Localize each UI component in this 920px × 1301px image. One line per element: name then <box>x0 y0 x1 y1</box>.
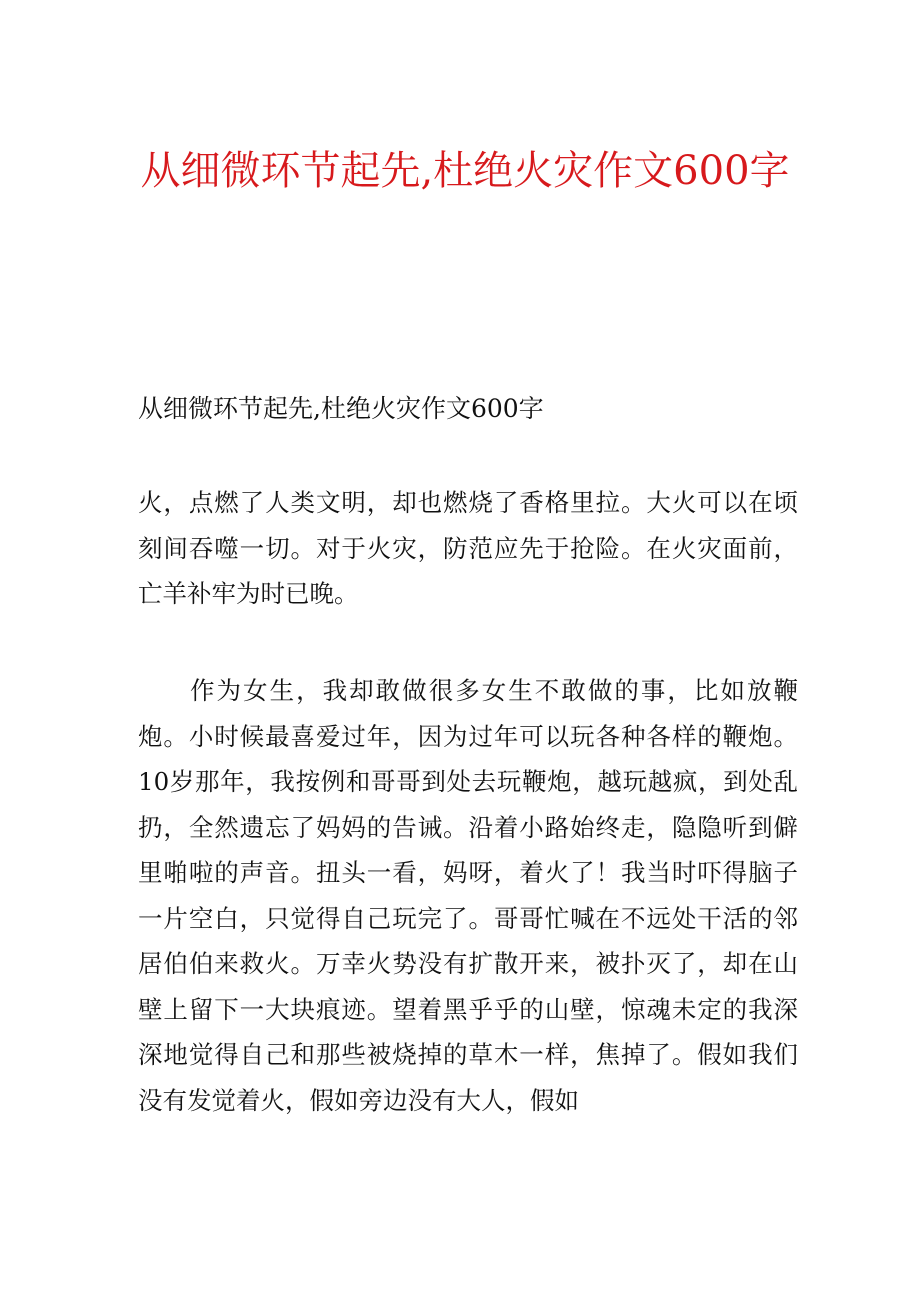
document-subtitle: 从细微环节起先,杜绝火灾作文600字 <box>138 394 544 423</box>
document-title: 从细微环节起先,杜绝火灾作文600字 <box>140 148 790 194</box>
paragraph-2: 作为女生，我却敢做很多女生不敢做的事，比如放鞭炮。小时候最喜爱过年，因为过年可以玩各种各样的鞭炮。10岁那年，我按例和哥哥到处去玩鞭炮，越玩越疯，到处乱扔，全然遗忘了妈妈的告诫。沿着小路始终走，隐隐听到僻里啪啦的声音。扭头一看，妈呀，着火了！我当时吓得脑子一片空白，只觉得自己玩完了。哥哥忙喊在不远处干活的邻居伯伯来救火。万幸火势没有扩散开来，被扑灭了，却在山壁上留下一大块痕迹。望着黑乎乎的山壁，惊魂未定的我深深地觉得自己和那些被烧掉的草木一样，焦掉了。假如我们没有发觉着火，假如旁边没有大人，假如 <box>138 676 798 1115</box>
paragraph-1: 火，点燃了人类文明，却也燃烧了香格里拉。大火可以在顷刻间吞噬一切。对于火灾，防范应先于抢险。在火灾面前，亡羊补牢为时已晚。 <box>138 488 798 608</box>
